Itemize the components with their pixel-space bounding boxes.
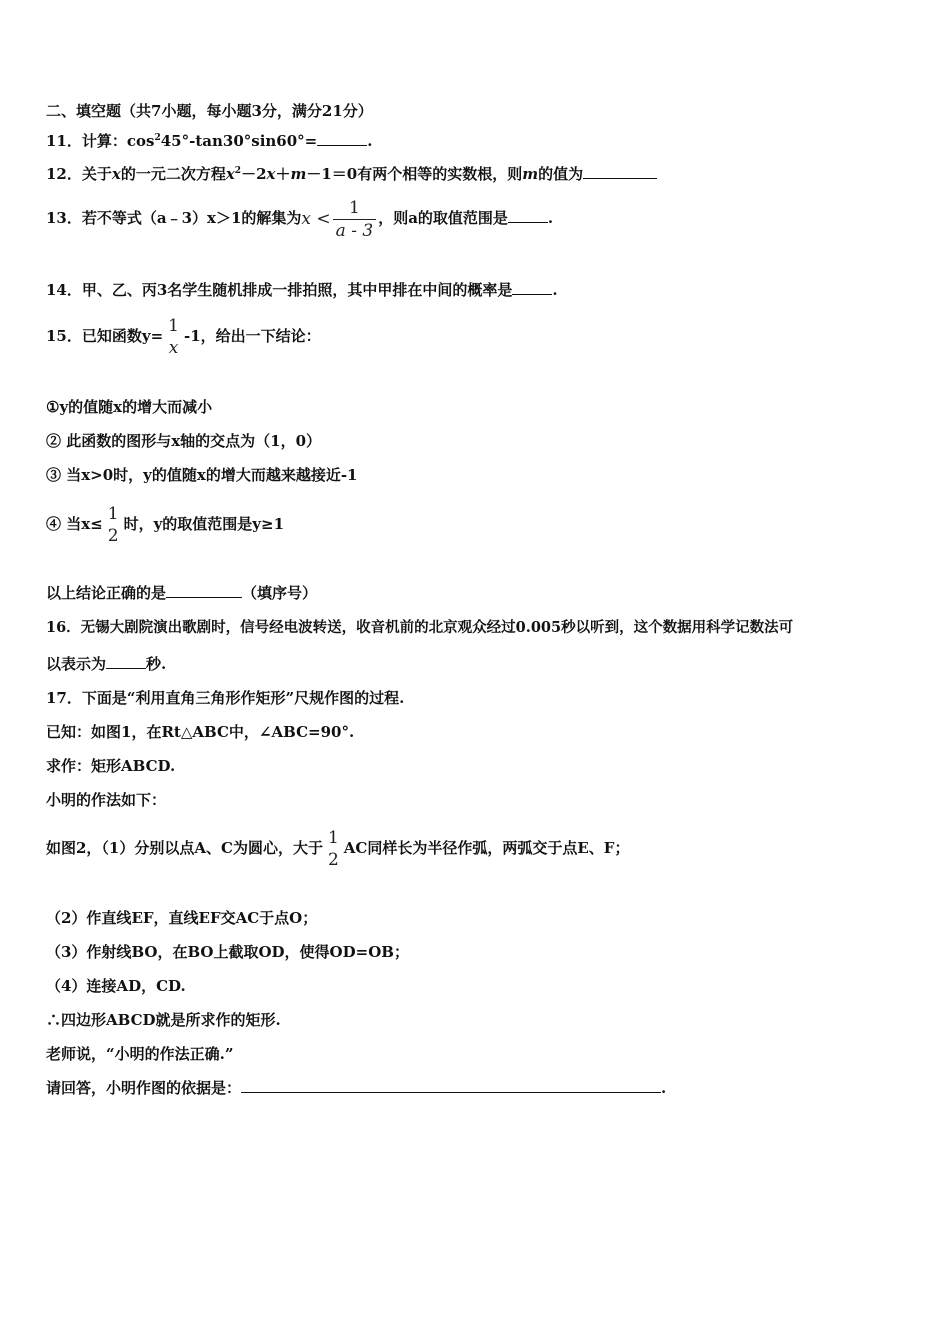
- question-17-answer: 请回答，小明作图的依据是： .: [46, 1079, 667, 1097]
- question-17-step4: （4）连接AD，CD.: [46, 977, 186, 995]
- answer-blank[interactable]: [106, 654, 146, 669]
- conclusion-answer: 以上结论正确的是 （填序号）: [46, 584, 318, 602]
- answer-blank[interactable]: [508, 208, 548, 223]
- question-16-line2: 以表示为 秒.: [46, 655, 167, 673]
- question-17-step3: （3）作射线BO，在BO上截取OD，使得OD=OB；: [46, 943, 409, 961]
- answer-blank[interactable]: [166, 583, 242, 598]
- question-16: 16．无锡大剧院演出歌剧时，信号经电波转送，收音机前的北京观众经过0.005秒以听到，这个数据用科学记数法可: [46, 619, 794, 636]
- answer-blank[interactable]: [512, 280, 552, 295]
- fraction: 1 2: [107, 504, 119, 546]
- answer-blank[interactable]: [241, 1078, 661, 1093]
- question-17-step1: 如图2，（1）分别以点A、C为圆心，大于 1 2 AC同样长为半径作弧，两弧交于点E、F；: [46, 828, 630, 870]
- section-title: 二、填空题（共7小题，每小题3分，满分21分）: [46, 102, 373, 120]
- fraction: 1 2: [327, 828, 339, 870]
- answer-blank[interactable]: [317, 131, 367, 146]
- question-17-method: 小明的作法如下：: [46, 791, 167, 809]
- question-17-teacher: 老师说，“小明的作法正确.”: [46, 1045, 234, 1063]
- question-17-conclusion: ∴四边形ABCD就是所求作的矩形.: [46, 1011, 281, 1029]
- question-17-step2: （2）作直线EF，直线EF交AC于点O；: [46, 909, 318, 927]
- conclusion-2: ② 此函数的图形与x轴的交点为（1，0）: [46, 432, 322, 450]
- fraction: 1 x: [168, 316, 179, 358]
- answer-blank[interactable]: [583, 164, 657, 179]
- fraction: $\frac{1}{a - 3}$: [333, 197, 377, 242]
- question-17-task: 求作：矩形ABCD.: [46, 757, 176, 775]
- question-17-given: 已知：如图1，在Rt△ABC中，∠ABC=90°.: [46, 723, 355, 741]
- question-15: 15．已知函数y= 1 x -1，给出一下结论：: [46, 316, 321, 358]
- question-13: 13．若不等式（a﹣3）x＞1的解集为x < $\frac{1}{a - 3}$ ，则a的取值范围是 .: [46, 197, 554, 241]
- conclusion-1: ①y的值随x的增大而减小: [46, 398, 213, 416]
- conclusion-4: ④ 当x≤ 1 2 时，y的取值范围是y≥1: [46, 504, 285, 546]
- question-17-title: 17．下面是“利用直角三角形作矩形”尺规作图的过程.: [46, 689, 405, 707]
- conclusion-3: ③ 当x>0时，y的值随x的增大而越来越接近-1: [46, 466, 358, 484]
- question-11: 11．计算：$\cos^245^\circ-\tan 30^\circ\sin 60^\circ=$ .: [46, 132, 373, 150]
- question-14: 14．甲、乙、丙3名学生随机排成一排拍照，其中甲排在中间的概率是 .: [46, 281, 558, 299]
- question-12: 12．关于x的一元二次方程$x^2-2x+m-1=0$有两个相等的实数根，则m的值为: [46, 161, 657, 184]
